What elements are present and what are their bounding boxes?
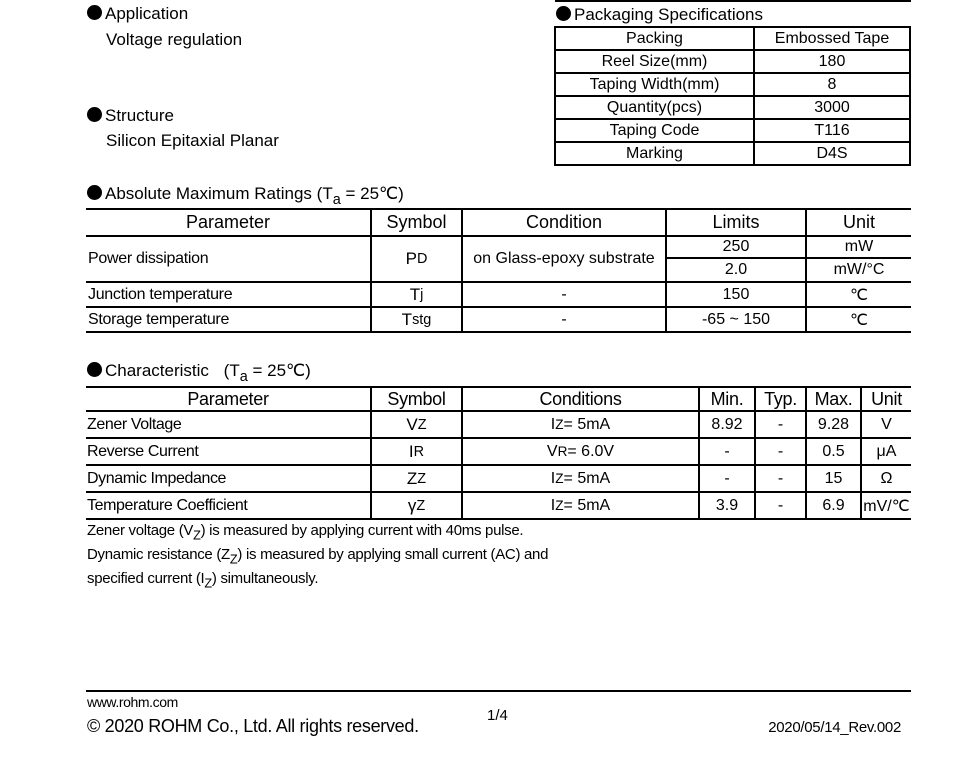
packaging-label: Packing <box>555 27 754 50</box>
unit-cell: mV/℃ <box>863 497 910 515</box>
unit-cell: V <box>881 415 892 433</box>
packaging-label: Reel Size(mm) <box>555 50 754 73</box>
packaging-label: Marking <box>555 142 754 165</box>
characteristic-heading <box>87 361 311 386</box>
packaging-label: Quantity(pcs) <box>555 96 754 119</box>
bullet-icon <box>87 5 102 20</box>
table-rule <box>86 518 911 520</box>
application-text: Voltage regulation <box>106 30 243 49</box>
typ-cell: - <box>777 496 784 514</box>
application-heading-text: Application <box>105 4 189 23</box>
typ-cell: - <box>777 469 784 487</box>
max-cell: 9.28 <box>817 415 850 433</box>
note-line: Dynamic resistance $(Z_Z)$ is measured by applying small current (AC) and <box>87 546 549 567</box>
ratings-heading <box>87 184 404 209</box>
unit-cell: μA <box>876 442 897 460</box>
header-conditions: Conditions <box>539 388 622 409</box>
symbol-cell: V Z <box>406 414 427 434</box>
unit-cell: ℃ <box>850 311 868 329</box>
symbol-cell: P D <box>405 249 428 268</box>
application-heading <box>87 4 188 24</box>
packaging-row <box>555 50 910 73</box>
ratings-condition: ($T_a$ = 25℃) <box>316 184 404 209</box>
min-cell: - <box>724 469 730 487</box>
unit-cell: Ω <box>880 469 893 487</box>
packaging-heading <box>556 5 763 25</box>
symbol-cell: γ Z <box>407 495 426 515</box>
symbol-cell: Z Z <box>406 468 427 488</box>
header-parameter: Parameter <box>185 212 271 232</box>
packaging-value: Embossed Tape <box>754 27 910 50</box>
header-limits: Limits <box>712 212 760 232</box>
condition-cell: - <box>561 285 567 303</box>
limit-cell: 2.0 <box>724 261 748 278</box>
header-unit: Unit <box>842 212 875 232</box>
packaging-value: D4S <box>754 142 910 165</box>
page-number: 1/4 <box>487 707 508 724</box>
unit-cell: mW <box>844 238 874 255</box>
typ-cell: - <box>777 442 784 460</box>
min-cell: 8.92 <box>711 415 743 433</box>
conditions-cell: V R = 6.0V <box>546 442 615 460</box>
symbol-cell: T j <box>409 284 424 304</box>
limit-cell: 250 <box>722 238 750 255</box>
header-parameter: Parameter <box>187 388 269 409</box>
structure-heading <box>87 106 174 126</box>
bullet-icon <box>87 362 102 377</box>
packaging-value: T116 <box>754 119 910 142</box>
packaging-row <box>555 73 910 96</box>
packaging-value: 3000 <box>754 96 910 119</box>
header-unit: Unit <box>871 388 902 409</box>
conditions-cell: I Z = 5mA <box>550 415 611 433</box>
header-symbol: Symbol <box>387 388 446 409</box>
packaging-label: Taping Code <box>555 119 754 142</box>
bullet-icon <box>556 6 571 21</box>
footer-rule <box>86 690 911 692</box>
characteristic-condition: ($T_a$ = 25℃) <box>223 361 311 386</box>
symbol-cell: I R <box>408 441 425 461</box>
structure-heading-text: Structure <box>105 106 174 125</box>
typ-cell: - <box>777 415 784 433</box>
header-condition: Condition <box>525 212 603 232</box>
parameter-cell: Zener Voltage <box>87 415 182 433</box>
bullet-icon <box>87 107 102 122</box>
symbol-cell: T stg <box>401 309 432 329</box>
condition-cell: - <box>561 310 567 328</box>
ratings-heading-text: Absolute Maximum Ratings <box>105 184 312 203</box>
packaging-value: 8 <box>754 73 910 96</box>
table-rule <box>86 331 911 333</box>
header-max: Max. <box>814 388 853 409</box>
parameter-cell: Power dissipation <box>88 250 209 267</box>
packaging-heading-text: Packaging Specifications <box>574 5 764 24</box>
parameter-cell: Junction temperature <box>88 285 233 303</box>
footer-url[interactable]: www.rohm.com <box>87 694 178 710</box>
conditions-cell: I Z = 5mA <box>550 469 611 487</box>
min-cell: 3.9 <box>715 496 739 514</box>
note-line: specified current $(I_Z)$ simultaneously. <box>87 570 319 591</box>
header-typ: Typ. <box>764 388 797 409</box>
unit-cell: mW/°C <box>833 261 885 278</box>
unit-cell: ℃ <box>850 286 868 304</box>
max-cell: 0.5 <box>822 442 845 460</box>
footer-copyright: © 2020 ROHM Co., Ltd. All rights reserved. <box>87 716 419 736</box>
top-rule <box>555 0 911 2</box>
packaging-row <box>555 142 910 165</box>
packaging-value: 180 <box>754 50 910 73</box>
parameter-cell: Temperature Coefficient <box>87 496 248 514</box>
bullet-icon <box>87 185 102 200</box>
characteristic-heading-text: Characteristic <box>105 361 209 380</box>
parameter-cell: Dynamic Impedance <box>87 469 227 487</box>
parameter-cell: Storage temperature <box>88 310 230 328</box>
packaging-label: Taping Width(mm) <box>555 73 754 96</box>
max-cell: 15 <box>824 469 843 487</box>
max-cell: 6.9 <box>822 496 845 514</box>
header-symbol: Symbol <box>386 212 447 232</box>
header-min: Min. <box>710 388 744 409</box>
limit-cell: -65 ~ 150 <box>701 310 771 328</box>
packaging-row <box>555 27 910 50</box>
packaging-row <box>555 96 910 119</box>
revision-date: 2020/05/14_Rev.002 <box>768 719 901 736</box>
packaging-table <box>554 26 911 166</box>
parameter-cell: Reverse Current <box>87 442 199 460</box>
limit-cell: 150 <box>722 285 750 303</box>
conditions-cell: I Z = 5mA <box>550 496 611 514</box>
packaging-row <box>555 119 910 142</box>
min-cell: - <box>724 442 730 460</box>
condition-cell: on Glass-epoxy substrate <box>473 250 655 267</box>
structure-text: Silicon Epitaxial Planar <box>106 131 279 150</box>
note-line: Zener voltage $(V_Z)$ is measured by applying current with 40ms pulse. <box>87 522 524 543</box>
